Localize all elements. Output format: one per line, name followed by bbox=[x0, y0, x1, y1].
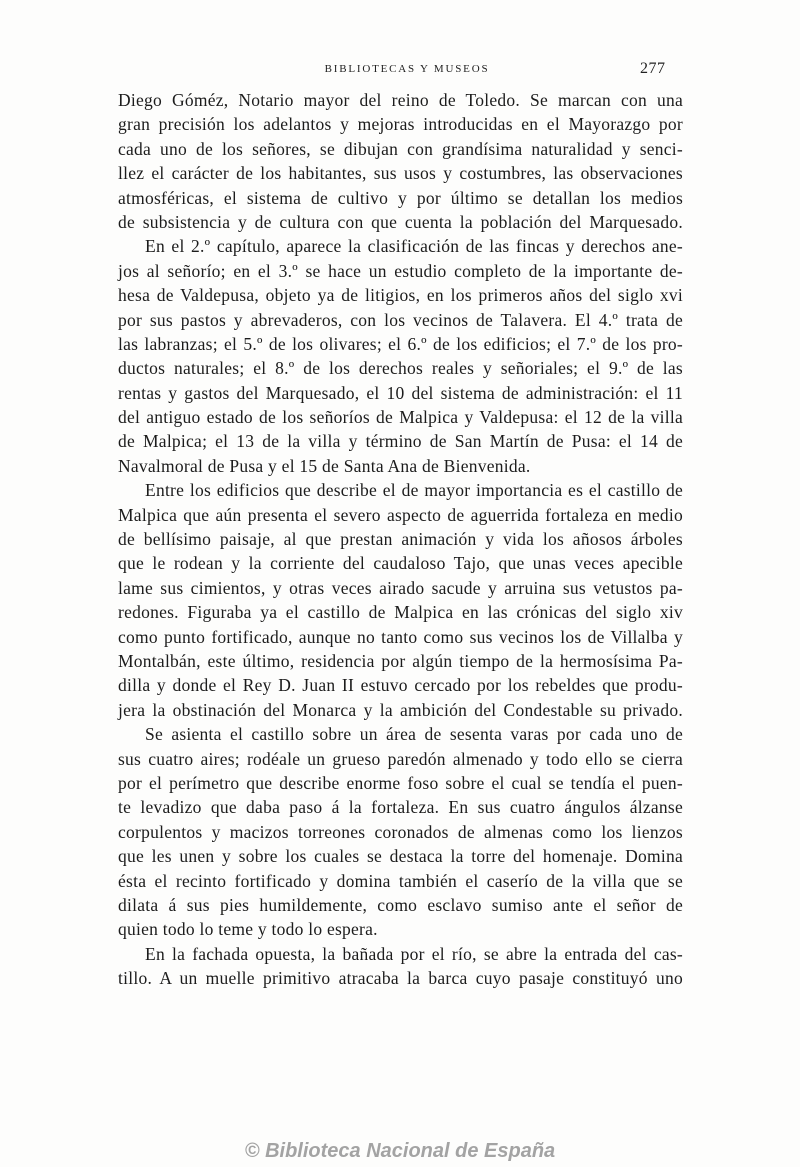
line-text: te levadizo que daba paso á la fortaleza. En sus cuatro ángulos álzanse bbox=[118, 797, 683, 818]
paragraph bbox=[118, 478, 683, 722]
paragraph bbox=[118, 88, 683, 234]
line-text: gran precisión los adelantos y mejoras introducidas en el Mayorazgo por bbox=[118, 114, 683, 135]
text-line bbox=[118, 454, 683, 478]
paragraph bbox=[118, 722, 683, 942]
text-line bbox=[118, 673, 683, 697]
text-line bbox=[118, 869, 683, 893]
line-text: que le rodean y la corriente del caudaloso Tajo, que unas veces apecible bbox=[118, 553, 683, 574]
text-line bbox=[118, 283, 683, 307]
line-text: dilata á sus pies humildemente, como esclavo sumiso ante el señor de bbox=[118, 894, 683, 915]
paragraph bbox=[118, 942, 683, 991]
text-line bbox=[118, 625, 683, 649]
text-line bbox=[118, 820, 683, 844]
line-text: redones. Figuraba ya el castillo de Malpica en las crónicas del siglo xiv bbox=[118, 602, 683, 623]
text-line bbox=[118, 332, 683, 356]
text-line bbox=[118, 722, 683, 746]
text-line bbox=[118, 429, 683, 453]
line-text: llez el carácter de los habitantes, sus usos y costumbres, las observaciones bbox=[118, 163, 683, 184]
text-line bbox=[118, 600, 683, 624]
line-text: Navalmoral de Pusa y el 15 de Santa Ana de Bienvenida. bbox=[118, 455, 531, 476]
text-line bbox=[118, 527, 683, 551]
line-text: En el 2.º capítulo, aparece la clasificación de las fincas y derechos ane- bbox=[145, 236, 683, 257]
text-line bbox=[118, 161, 683, 185]
text-line bbox=[118, 844, 683, 868]
line-text: jos al señorío; en el 3.º se hace un estudio completo de la importante de- bbox=[118, 260, 683, 281]
line-text: de bellísimo paisaje, al que prestan animación y vida los añosos árboles bbox=[118, 529, 683, 550]
line-text: jera la obstinación del Monarca y la ambición del Condestable su privado. bbox=[118, 699, 683, 720]
text-line bbox=[118, 234, 683, 258]
paragraph bbox=[118, 234, 683, 478]
text-line bbox=[118, 259, 683, 283]
line-text: las labranzas; el 5.º de los olivares; el 6.º de los edificios; el 7.º de los pro- bbox=[118, 333, 683, 354]
text-line bbox=[118, 917, 683, 941]
line-text: por sus pastos y abrevaderos, con los vecinos de Talavera. El 4.º trata de bbox=[118, 309, 683, 330]
text-line bbox=[118, 478, 683, 502]
text-line bbox=[118, 698, 683, 722]
line-text: como punto fortificado, aunque no tanto como sus vecinos los de Villalba y bbox=[118, 626, 683, 647]
line-text: dilla y donde el Rey D. Juan II estuvo cercado por los rebeldes que produ- bbox=[118, 675, 683, 696]
running-title: BIBLIOTECAS Y MUSEOS bbox=[324, 63, 490, 75]
text-line bbox=[118, 308, 683, 332]
line-text: ductos naturales; el 8.º de los derechos reales y señoriales; el 9.º de las bbox=[118, 358, 683, 379]
line-text: de Malpica; el 13 de la villa y término de San Martín de Pusa: el 14 de bbox=[118, 431, 683, 452]
line-text: Entre los edificios que describe el de mayor importancia es el castillo de bbox=[145, 480, 683, 501]
text-line bbox=[118, 966, 683, 990]
text-line bbox=[118, 405, 683, 429]
line-text: por el perímetro que describe enorme foso sobre el cual se tendía el puen- bbox=[118, 772, 683, 793]
text-line bbox=[118, 893, 683, 917]
page-number: 277 bbox=[640, 60, 666, 77]
text-line bbox=[118, 356, 683, 380]
line-text: Montalbán, este último, residencia por algún tiempo de la hermosísima Pa- bbox=[118, 650, 683, 671]
line-text: Diego Góméz, Notario mayor del reino de Toledo. Se marcan con una bbox=[118, 90, 683, 110]
text-line bbox=[118, 747, 683, 771]
text-line bbox=[118, 649, 683, 673]
line-text: atmosféricas, el sistema de cultivo y por último se detallan los medios bbox=[118, 187, 683, 208]
line-text: sus cuatro aires; rodéale un grueso paredón almenado y todo ello se cierra bbox=[118, 748, 683, 769]
text-line bbox=[118, 112, 683, 136]
body-text bbox=[118, 88, 683, 990]
line-text: En la fachada opuesta, la bañada por el río, se abre la entrada del cas- bbox=[145, 943, 683, 964]
library-watermark: © Biblioteca Nacional de España bbox=[244, 1140, 556, 1162]
text-line bbox=[118, 942, 683, 966]
text-line bbox=[118, 186, 683, 210]
text-line bbox=[118, 88, 683, 112]
line-text: corpulentos y macizos torreones coronados de almenas como los lienzos bbox=[118, 821, 683, 842]
line-text: rentas y gastos del Marquesado, el 10 del sistema de administración: el 11 bbox=[118, 382, 683, 403]
text-line bbox=[118, 551, 683, 575]
text-line bbox=[118, 137, 683, 161]
line-text: tillo. A un muelle primitivo atracaba la barca cuyo pasaje constituyó uno bbox=[118, 968, 683, 989]
text-line bbox=[118, 771, 683, 795]
line-text: Se asienta el castillo sobre un área de sesenta varas por cada uno de bbox=[145, 724, 683, 745]
text-line bbox=[118, 795, 683, 819]
line-text: Malpica que aún presenta el severo aspecto de aguerrida fortaleza en medio bbox=[118, 504, 683, 525]
line-text: del antiguo estado de los señoríos de Malpica y Valdepusa: el 12 de la villa bbox=[118, 407, 683, 428]
line-text: cada uno de los señores, se dibujan con grandísima naturalidad y senci- bbox=[118, 138, 683, 159]
text-line bbox=[118, 503, 683, 527]
text-line bbox=[118, 576, 683, 600]
line-text: de subsistencia y de cultura con que cuenta la población del Marquesado. bbox=[118, 211, 683, 232]
line-text: que les unen y sobre los cuales se destaca la torre del homenaje. Domina bbox=[118, 846, 683, 867]
line-text: lame sus cimientos, y otras veces airado sacude y arruina sus vetustos pa- bbox=[118, 577, 683, 598]
text-line bbox=[118, 381, 683, 405]
line-text: quien todo lo teme y todo lo espera. bbox=[118, 919, 378, 940]
text-line bbox=[118, 210, 683, 234]
line-text: ésta el recinto fortificado y domina también el caserío de la villa que se bbox=[118, 870, 683, 891]
line-text: hesa de Valdepusa, objeto ya de litigios, en los primeros años del siglo xvi bbox=[118, 285, 683, 306]
